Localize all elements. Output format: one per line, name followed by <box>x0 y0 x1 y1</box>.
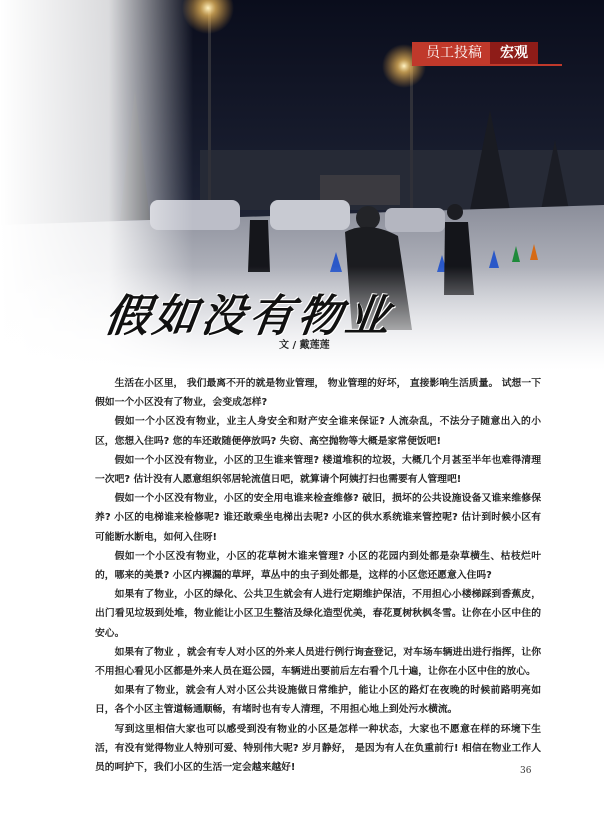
column-label: 宏观 <box>490 42 538 64</box>
article-title: 假如没有物业 <box>101 291 397 342</box>
page-number: 36 <box>520 766 532 776</box>
paragraph: 如果有了物业，小区的绿化、公共卫生就会有人进行定期维护保洁，不用担心小楼梯踩到香蕉皮，出门看见垃圾到处堆，物业能让小区卫生整洁及绿化造型优美，春花夏树秋枫冬雪。让你在小区中住的安心。 <box>95 589 541 639</box>
paragraph: 假如一个小区没有物业，小区的卫生谁来管理? 楼道堆积的垃圾，大概几个月甚至半年也难得清理一次吧? 估计没有人愿意组织邻居轮流值日吧，就算请个阿姨打扫也需要有人管理吧! <box>95 454 541 486</box>
paragraph: 生活在小区里， 我们最离不开的就是物业管理， 物业管理的好坏， 直接影响生活质量。 试想一下假如一个小区没有了物业，会变成怎样? <box>95 378 541 409</box>
author-byline: 文 / 戴莲莲 <box>279 340 330 351</box>
paragraph: 假如一个小区没有物业，业主人身安全和财产安全谁来保证? 人流杂乱，不法分子随意出入的小区，您想入住吗? 您的车还敢随便停放吗? 失窃、高空抛物等大概是家常便饭吧! <box>95 416 541 447</box>
badge-underline <box>412 64 562 66</box>
column-badge <box>412 42 538 64</box>
paragraph: 假如一个小区没有物业，小区的安全用电谁来检查维修? 破旧，损坏的公共设施设备又谁来维修保养? 小区的电梯谁来检修呢? 谁还敢乘坐电梯出去呢? 小区的供水系统谁来管控呢? 估计到时候小区有可能断水断电，如何入住呀! <box>95 493 541 543</box>
paragraph: 如果有了物业，就会有人对小区公共设施做日常维护，能让小区的路灯在夜晚的时候前路明亮如日，各个小区主管道畅通顺畅，有堵时也有专人清理，不用担心地上到处污水横流。 <box>95 685 541 716</box>
section-label: 员工投稿 <box>412 42 490 64</box>
article-body <box>95 374 541 777</box>
paragraph: 如果有了物业 ，就会有专人对小区的外来人员进行例行询查登记，对车场车辆进出进行指挥，让你不用担心看见小区都是外来人员在逛公园，车辆进出要前后左右看个几十遍，让你在小区中住的放心。 <box>95 646 541 678</box>
paragraph: 假如一个小区没有物业，小区的花草树木谁来管理? 小区的花园内到处都是杂草横生、枯枝烂叶的，哪来的美景? 小区内裸漏的草坪，草丛中的虫子到处都是，这样的小区您还愿意入住吗? <box>95 550 541 582</box>
paragraph: 写到这里相信大家也可以感受到没有物业的小区是怎样一种状态，大家也不愿意在样的环境下生活，有没有觉得物业人特别可爱、特别伟大呢? 岁月静好， 是因为有人在负重前行! 相信在物业工作人员的呵护下，我们小区的生活一定会越来越好! <box>95 723 541 774</box>
